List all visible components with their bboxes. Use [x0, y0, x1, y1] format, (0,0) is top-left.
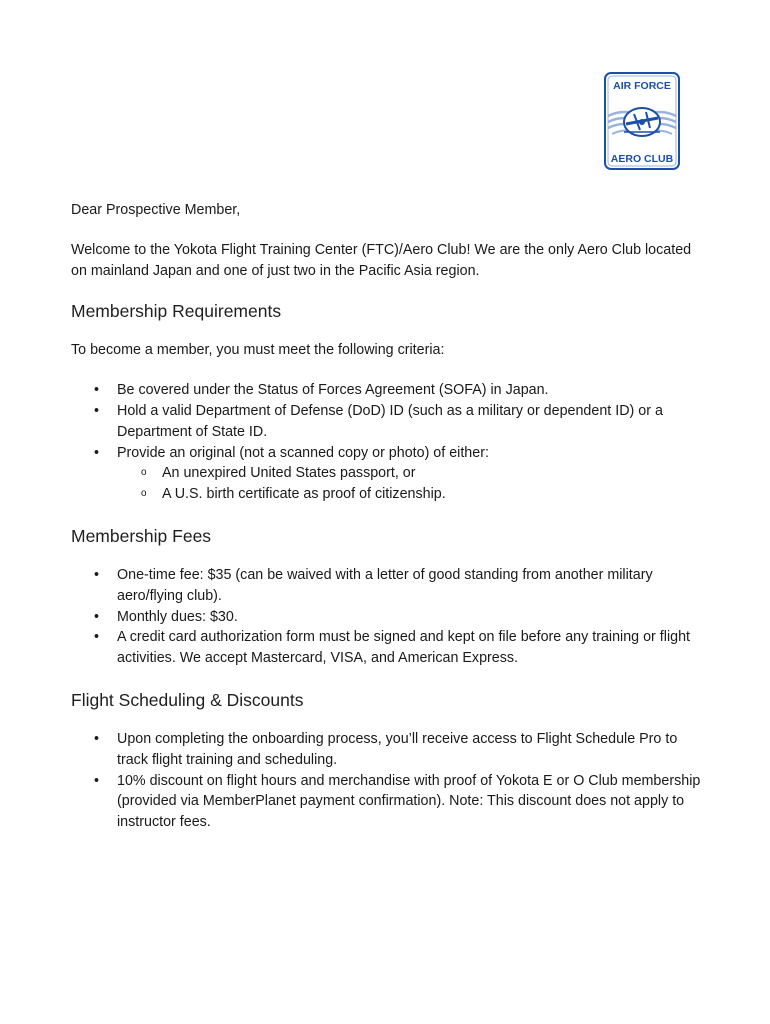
- list-item: [117, 443, 701, 505]
- list-item: • Hold a valid Department of Defense (DoD) ID (such as a military or dependent ID) or a Department of State ID.: [117, 401, 701, 443]
- list-item: • Monthly dues: $30.: [117, 607, 701, 628]
- letter-body: [71, 200, 701, 853]
- citizenship-proof-sublist: [117, 463, 701, 505]
- list-item: • 10% discount on flight hours and merchandise with proof of Yokota E or O Club membership (provided via MemberPlanet payment confirmation). Note: This discount does not apply to instructor fees.: [117, 771, 701, 833]
- requirements-lead: To become a member, you must meet the following criteria:: [71, 342, 445, 359]
- aero-club-logo-graphic: [604, 72, 680, 170]
- membership-requirements-heading: Membership Requirements: [71, 301, 282, 322]
- flight-scheduling-heading: Flight Scheduling & Discounts: [71, 689, 304, 710]
- aero-club-logo: [604, 72, 680, 170]
- svg-text:AIR FORCE: AIR FORCE: [613, 80, 671, 92]
- salutation: Dear Prospective Member,: [71, 202, 241, 218]
- list-item: • A credit card authorization form must be signed and kept on file before any training or flight activities. We accept Mastercard, VISA, and American Express.: [117, 627, 701, 669]
- list-item: • Be covered under the Status of Forces Agreement (SOFA) in Japan.: [117, 380, 701, 401]
- membership-fees-heading: Membership Fees: [71, 525, 212, 546]
- scheduling-list: [71, 729, 701, 833]
- sublist-item: o An unexpired United States passport, or: [162, 463, 701, 484]
- requirements-list: [71, 380, 701, 505]
- list-item: • One-time fee: $35 (can be waived with a letter of good standing from another military aero/flying club).: [117, 565, 701, 607]
- list-item: • Upon completing the onboarding process, you’ll receive access to Flight Schedule Pro to track flight training and scheduling.: [117, 729, 701, 771]
- fees-list: [71, 565, 701, 669]
- list-item-text: Provide an original (not a scanned copy or photo) of either:: [117, 444, 489, 461]
- sublist-item: o A U.S. birth certificate as proof of citizenship.: [162, 484, 701, 505]
- intro-paragraph: Welcome to the Yokota Flight Training Center (FTC)/Aero Club! We are the only Aero Club located on mainland Japan and one of just two in the Pacific Asia region.: [71, 241, 692, 279]
- svg-text:AERO CLUB: AERO CLUB: [610, 153, 674, 165]
